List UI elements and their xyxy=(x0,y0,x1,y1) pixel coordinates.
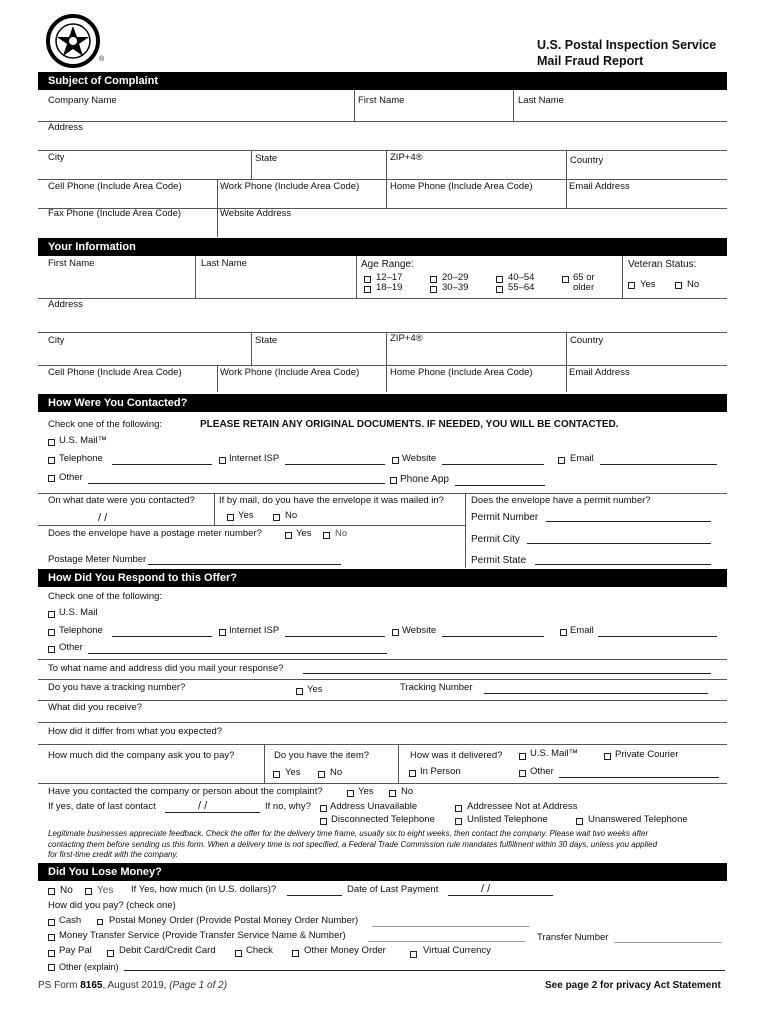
permit-question: Does the envelope have a permit number? xyxy=(471,495,651,506)
postal-money-order-label: Postal Money Order (Provide Postal Money Order Number) xyxy=(109,915,359,926)
debit-credit-checkbox[interactable] xyxy=(107,950,114,957)
your-first-name-field[interactable] xyxy=(40,272,193,296)
label-your-country: Country xyxy=(570,335,604,346)
tracking-yes-checkbox[interactable] xyxy=(296,688,303,695)
subject-first-name-field[interactable] xyxy=(356,108,511,120)
subject-address-field[interactable] xyxy=(40,135,726,149)
contacted-email-checkbox[interactable] xyxy=(558,457,565,464)
respond-other-line[interactable] xyxy=(88,653,387,654)
respond-internet-isp-label: Internet ISP xyxy=(229,625,280,636)
header-title: U.S. Postal Inspection Service xyxy=(537,38,717,52)
section-lose-money: Did You Lose Money? xyxy=(38,863,727,881)
subject-website-field[interactable] xyxy=(219,221,725,235)
contacted-telephone-label: Telephone xyxy=(59,453,103,464)
label-home-phone: Home Phone (Include Area Code) xyxy=(390,181,533,192)
if-no-why-label: If no, why? xyxy=(265,801,311,812)
mail-to-line[interactable] xyxy=(303,673,711,674)
last-payment-slashes: / / xyxy=(481,883,491,895)
envelope-no-label: No xyxy=(285,510,298,521)
subject-city-field[interactable] xyxy=(40,165,249,178)
label-first-name: First Name xyxy=(358,95,405,106)
postage-meter-number-line[interactable] xyxy=(148,564,341,565)
section-how-contacted: How Were You Contacted? xyxy=(38,394,727,412)
postage-yes-label: Yes xyxy=(296,528,312,539)
your-last-name-field[interactable] xyxy=(197,272,354,296)
page-indicator: (Page 1 of 2) xyxy=(169,980,228,991)
debit-credit-label: Debit Card/Credit Card xyxy=(119,945,216,956)
virtual-currency-checkbox[interactable] xyxy=(410,951,417,958)
label-your-zip: ZIP+4® xyxy=(390,333,423,344)
label-address: Address xyxy=(48,122,83,133)
delivered-other-line[interactable] xyxy=(559,777,719,778)
postal-inspection-seal xyxy=(44,14,104,70)
receive-question: What did you receive? xyxy=(48,702,142,713)
disconnected-checkbox[interactable] xyxy=(320,818,327,825)
respond-other-label: Other xyxy=(59,642,83,653)
disclaimer-line-2: contacting them before sending us this form. When a delivery time is not specified, a Federal Trade Commission rule mandates fulfillment within 30 days, unless you applied xyxy=(48,840,658,849)
contacted-check-one: Check one of the following: xyxy=(48,419,163,430)
label-veteran-status: Veteran Status: xyxy=(628,259,697,270)
delivered-us-mail-label: U.S. Mail™ xyxy=(530,748,579,759)
respond-email-line[interactable] xyxy=(598,636,717,637)
your-city-field[interactable] xyxy=(40,349,249,364)
header-subtitle: Mail Fraud Report xyxy=(537,54,644,68)
permit-state-label: Permit State xyxy=(471,555,527,566)
contacted-telephone-line[interactable] xyxy=(112,464,212,465)
last-payment-label: Date of Last Payment xyxy=(347,884,439,895)
tracking-yes-label: Yes xyxy=(307,684,323,695)
money-transfer-checkbox[interactable] xyxy=(48,934,55,941)
veteran-no-checkbox[interactable] xyxy=(675,282,682,289)
respond-email-label: Email xyxy=(570,625,594,636)
age-older-label: older xyxy=(573,282,595,293)
contacted-company-no-checkbox[interactable] xyxy=(389,790,396,797)
label-your-home-phone: Home Phone (Include Area Code) xyxy=(390,367,533,378)
subject-state-field[interactable] xyxy=(253,165,384,178)
subject-company-name-field[interactable] xyxy=(40,108,352,120)
subject-country-field[interactable] xyxy=(568,167,726,178)
how-much-line[interactable] xyxy=(287,895,342,896)
your-work-phone-field[interactable] xyxy=(219,379,384,391)
label-work-phone: Work Phone (Include Area Code) xyxy=(220,181,360,192)
postage-no-label: No xyxy=(335,528,348,539)
your-address-field[interactable] xyxy=(40,312,726,330)
last-payment-line[interactable] xyxy=(448,895,553,896)
unlisted-checkbox[interactable] xyxy=(455,818,462,825)
contacted-internet-isp-label: Internet ISP xyxy=(229,453,280,464)
your-zip-field[interactable] xyxy=(388,349,564,364)
delivered-question: How was it delivered? xyxy=(410,750,503,761)
subject-fax-phone-field[interactable] xyxy=(40,221,215,235)
label-last-name: Last Name xyxy=(518,95,564,106)
paypal-label: Pay Pal xyxy=(59,945,92,956)
pay-amount-field[interactable] xyxy=(40,764,262,781)
permit-city-line[interactable] xyxy=(527,543,711,544)
section-subject-of-complaint: Subject of Complaint xyxy=(38,72,727,90)
contacted-email-label: Email xyxy=(570,453,594,464)
respond-telephone-line[interactable] xyxy=(112,636,212,637)
respond-check-one: Check one of the following: xyxy=(48,591,163,602)
mail-to-question: To what name and address did you mail your response? xyxy=(48,663,284,674)
private-courier-label: Private Courier xyxy=(615,749,679,760)
envelope-no-checkbox[interactable] xyxy=(273,514,280,521)
section-how-respond: How Did You Respond to this Offer? xyxy=(38,569,727,587)
how-much-question: If Yes, how much (in U.S. dollars)? xyxy=(131,884,277,895)
how-pay-question: How did you pay? (check one) xyxy=(48,900,176,911)
respond-telephone-label: Telephone xyxy=(59,625,103,636)
label-city: City xyxy=(48,152,65,163)
check-label: Check xyxy=(246,945,273,956)
subject-email-field[interactable] xyxy=(568,194,726,207)
respond-telephone-checkbox[interactable] xyxy=(48,629,55,636)
postal-money-order-line[interactable] xyxy=(372,926,529,927)
addressee-not-checkbox[interactable] xyxy=(455,805,462,812)
subject-home-phone-field[interactable] xyxy=(388,194,564,207)
respond-isp-line[interactable] xyxy=(285,636,385,637)
respond-website-line[interactable] xyxy=(442,636,544,637)
permit-city-label: Permit City xyxy=(471,534,520,545)
disconnected-label: Disconnected Telephone xyxy=(331,814,435,825)
in-person-label: In Person xyxy=(420,766,461,777)
age-55-64-checkbox[interactable] xyxy=(496,286,503,293)
age-12-17-checkbox[interactable] xyxy=(364,276,371,283)
address-unavailable-checkbox[interactable] xyxy=(320,805,327,812)
contacted-other-label: Other xyxy=(59,472,83,483)
item-yes-checkbox[interactable] xyxy=(273,771,280,778)
item-no-label: No xyxy=(330,767,343,778)
label-country: Country xyxy=(570,155,604,166)
postage-meter-number-label: Postage Meter Number xyxy=(48,554,147,565)
age-30-39-checkbox[interactable] xyxy=(430,286,437,293)
disclaimer-line-1: Legitimate businesses appreciate feedback. Check the offer for the delivery time frame, usually six to eight weeks, then contact the company. Please wait two weeks after xyxy=(48,829,649,838)
label-website: Website Address xyxy=(220,208,292,219)
money-transfer-label: Money Transfer Service (Provide Transfer Service Name & Number) xyxy=(59,930,346,941)
contacted-telephone-checkbox[interactable] xyxy=(48,457,55,464)
contacted-date-field[interactable] xyxy=(40,508,212,524)
label-your-email: Email Address xyxy=(569,367,630,378)
pay-question: How much did the company ask you to pay? xyxy=(48,750,235,761)
respond-website-checkbox[interactable] xyxy=(392,629,399,636)
money-yes-checkbox[interactable] xyxy=(85,888,92,895)
subject-zip-field[interactable] xyxy=(388,165,564,178)
form-number: 8165 xyxy=(80,980,103,991)
age-20-29-checkbox[interactable] xyxy=(430,276,437,283)
label-your-cell-phone: Cell Phone (Include Area Code) xyxy=(48,367,182,378)
contacted-us-mail-label: U.S. Mail™ xyxy=(59,435,108,446)
delivered-us-mail-checkbox[interactable] xyxy=(519,753,526,760)
contacted-company-yes-checkbox[interactable] xyxy=(347,790,354,797)
respond-other-checkbox[interactable] xyxy=(48,646,55,653)
form-footer: PS Form 8165, August 2019, (Page 1 of 2) xyxy=(38,980,228,991)
age-40-54-checkbox[interactable] xyxy=(496,276,503,283)
differ-field[interactable] xyxy=(40,737,726,743)
in-person-checkbox[interactable] xyxy=(409,770,416,777)
label-your-last-name: Last Name xyxy=(201,258,247,269)
your-cell-phone-field[interactable] xyxy=(40,379,215,391)
contacted-company-question: Have you contacted the company or person about the complaint? xyxy=(48,786,323,797)
privacy-statement-note: See page 2 for privacy Act Statement xyxy=(545,980,721,991)
delivered-other-label: Other xyxy=(530,766,554,777)
envelope-yes-checkbox[interactable] xyxy=(227,514,234,521)
label-your-address: Address xyxy=(48,299,83,310)
postage-yes-checkbox[interactable] xyxy=(285,532,292,539)
contacted-phone-app-label: Phone App xyxy=(400,474,449,485)
label-email: Email Address xyxy=(569,181,630,192)
label-your-state: State xyxy=(255,335,278,346)
item-yes-label: Yes xyxy=(285,767,301,778)
contacted-company-no-label: No xyxy=(401,786,414,797)
transfer-number-label: Transfer Number xyxy=(537,932,609,943)
veteran-no-label: No xyxy=(687,279,700,290)
postage-meter-question: Does the envelope have a postage meter number? xyxy=(48,528,262,539)
label-your-city: City xyxy=(48,335,65,346)
age-65-label: 65 or xyxy=(573,272,595,283)
disclaimer-line-3: for first-time credit with the company. xyxy=(48,850,179,859)
delivered-other-checkbox[interactable] xyxy=(519,770,526,777)
age-18-19-label: 18–19 xyxy=(376,282,403,293)
contacted-website-checkbox[interactable] xyxy=(392,457,399,464)
contacted-other-checkbox[interactable] xyxy=(48,475,55,482)
contacted-website-label: Website xyxy=(402,453,437,464)
veteran-yes-checkbox[interactable] xyxy=(628,282,635,289)
respond-internet-isp-checkbox[interactable] xyxy=(219,629,226,636)
contacted-email-line[interactable] xyxy=(600,464,717,465)
age-65-older-checkbox[interactable] xyxy=(562,276,569,283)
envelope-yes-label: Yes xyxy=(238,510,254,521)
tracking-question: Do you have a tracking number? xyxy=(48,682,186,693)
contacted-company-yes-label: Yes xyxy=(358,786,374,797)
cash-label: Cash xyxy=(59,915,82,926)
respond-us-mail-checkbox[interactable] xyxy=(48,611,55,618)
check-checkbox[interactable] xyxy=(235,950,242,957)
label-cell-phone: Cell Phone (Include Area Code) xyxy=(48,181,182,192)
differ-question: How did it differ from what you expected? xyxy=(48,726,223,737)
money-transfer-line[interactable] xyxy=(368,941,525,942)
other-explain-checkbox[interactable] xyxy=(48,964,55,971)
age-30-39-label: 30–39 xyxy=(442,282,469,293)
tracking-number-line[interactable] xyxy=(484,693,708,694)
postage-no-checkbox[interactable] xyxy=(323,532,330,539)
virtual-currency-label: Virtual Currency xyxy=(423,945,491,956)
label-your-first-name: First Name xyxy=(48,258,95,269)
contacted-phone-app-checkbox[interactable] xyxy=(390,477,397,484)
other-explain-label: Other (explain) xyxy=(59,962,119,972)
item-no-checkbox[interactable] xyxy=(318,771,325,778)
respond-email-checkbox[interactable] xyxy=(560,629,567,636)
tracking-number-label: Tracking Number xyxy=(400,682,473,693)
your-state-field[interactable] xyxy=(253,349,384,364)
money-no-checkbox[interactable] xyxy=(48,888,55,895)
cash-checkbox[interactable] xyxy=(48,919,55,926)
permit-number-line[interactable] xyxy=(546,521,711,522)
other-money-order-checkbox[interactable] xyxy=(292,950,299,957)
label-fax-phone: Fax Phone (Include Area Code) xyxy=(48,208,182,219)
veteran-yes-label: Yes xyxy=(640,279,656,290)
age-40-54-label: 40–54 xyxy=(508,272,535,283)
contacted-us-mail-checkbox[interactable] xyxy=(48,439,55,446)
subject-cell-phone-field[interactable] xyxy=(40,194,215,207)
paypal-checkbox[interactable] xyxy=(48,950,55,957)
other-explain-line[interactable] xyxy=(124,970,725,971)
permit-number-label: Permit Number xyxy=(471,512,539,523)
receive-field[interactable] xyxy=(40,714,726,720)
private-courier-checkbox[interactable] xyxy=(604,753,611,760)
contacted-date-slashes: / / xyxy=(98,512,108,524)
postal-money-order-checkbox[interactable] xyxy=(97,919,103,925)
unanswered-checkbox[interactable] xyxy=(576,818,583,825)
label-age-range: Age Range: xyxy=(361,259,414,270)
your-home-phone-field[interactable] xyxy=(388,379,564,391)
contacted-website-line[interactable] xyxy=(442,464,544,465)
last-contact-label: If yes, date of last contact xyxy=(48,801,156,812)
subject-last-name-field[interactable] xyxy=(515,108,725,120)
unlisted-label: Unlisted Telephone xyxy=(467,814,548,825)
label-company-name: Company Name xyxy=(48,95,117,106)
respond-website-label: Website xyxy=(402,625,437,636)
unanswered-label: Unanswered Telephone xyxy=(588,814,688,825)
label-state: State xyxy=(255,153,278,164)
money-yes-label: Yes xyxy=(97,885,114,896)
other-money-order-label: Other Money Order xyxy=(304,945,386,956)
age-55-64-label: 55–64 xyxy=(508,282,535,293)
contacted-date-question: On what date were you contacted? xyxy=(48,495,195,506)
address-unavailable-label: Address Unavailable xyxy=(330,801,418,812)
subject-work-phone-field[interactable] xyxy=(219,194,384,207)
envelope-question: If by mail, do you have the envelope it was mailed in? xyxy=(219,495,444,506)
label-zip: ZIP+4® xyxy=(390,152,423,163)
label-your-work-phone: Work Phone (Include Area Code) xyxy=(220,367,360,378)
your-email-field[interactable] xyxy=(568,379,726,391)
respond-us-mail-label: U.S. Mail xyxy=(59,607,98,618)
contacted-internet-isp-checkbox[interactable] xyxy=(219,457,226,464)
item-question: Do you have the item? xyxy=(274,750,370,761)
age-20-29-label: 20–29 xyxy=(442,272,469,283)
transfer-number-line[interactable] xyxy=(614,942,722,943)
last-contact-slashes: / / xyxy=(198,800,208,812)
permit-state-line[interactable] xyxy=(535,564,711,565)
your-country-field[interactable] xyxy=(568,349,726,364)
age-18-19-checkbox[interactable] xyxy=(364,286,371,293)
age-12-17-label: 12–17 xyxy=(376,272,403,283)
addressee-not-label: Addressee Not at Address xyxy=(467,801,578,812)
section-your-information: Your Information xyxy=(38,238,727,256)
contacted-phone-app-line[interactable] xyxy=(455,485,545,486)
contacted-other-line[interactable] xyxy=(88,483,385,484)
contacted-isp-line[interactable] xyxy=(285,464,385,465)
money-no-label: No xyxy=(60,885,73,896)
retain-documents-notice: PLEASE RETAIN ANY ORIGINAL DOCUMENTS. IF NEEDED, YOU WILL BE CONTACTED. xyxy=(200,419,619,430)
seal-registered-mark: ® xyxy=(99,56,105,63)
last-contact-date-line[interactable] xyxy=(165,812,260,813)
